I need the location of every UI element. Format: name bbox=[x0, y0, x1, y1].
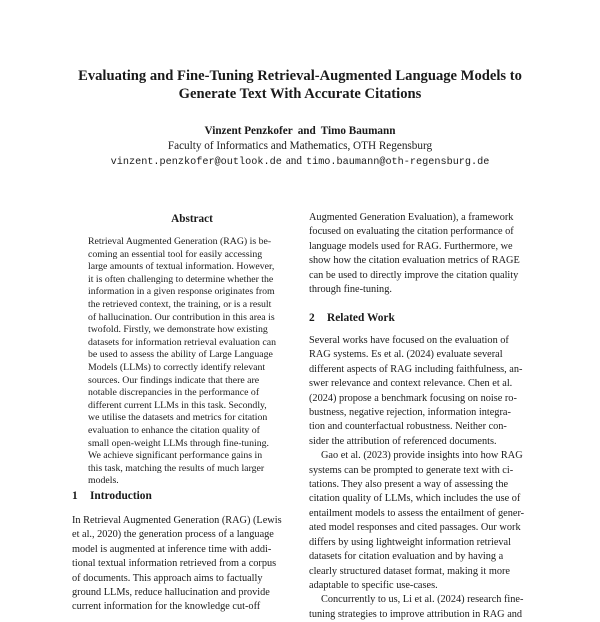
author-affiliation: Faculty of Informatics and Mathematics, OTH Regensburg bbox=[167, 140, 433, 152]
abstract-line: this task, matching the results of much larger bbox=[88, 462, 265, 474]
body-line: tional textual information retrieved from a corpus bbox=[72, 558, 277, 570]
author-names bbox=[60, 124, 540, 139]
body-line: Gao et al. (2023) provide insights into how RAG bbox=[321, 450, 523, 462]
abstract-line: evaluation to enhance the citation quality of bbox=[88, 424, 260, 436]
title-line: Generate Text With Accurate Citations bbox=[178, 86, 422, 102]
abstract-line: coming an essential tool for easily accessing bbox=[88, 248, 263, 260]
body-line: model is augmented at inference time with addi- bbox=[72, 543, 272, 555]
abstract-line: Models (LLMs) to correctly identify relevant bbox=[88, 361, 266, 373]
body-line: RAG systems. Es et al. (2024) evaluate several bbox=[309, 349, 503, 361]
abstract-body bbox=[88, 236, 296, 488]
abstract-heading: Abstract bbox=[171, 213, 213, 225]
body-line: swer relevance and context relevance. Chen et al. bbox=[309, 378, 513, 390]
abstract-line: information in a given response originates from bbox=[88, 286, 275, 298]
body-line: tuning strategies to improve attribution in RAG and bbox=[309, 608, 523, 620]
abstract-line: sources. Our findings indicate that there are bbox=[88, 374, 260, 386]
abstract-line: be used to assess the ability of Large Language bbox=[88, 349, 273, 361]
abstract-line: notable discrepancies in the performance of bbox=[88, 387, 260, 399]
introduction-heading bbox=[72, 489, 152, 503]
abstract-line: of hallucination. Our contribution in this area is bbox=[88, 311, 275, 323]
author-email: vinzent.penzkofer@outlook.de bbox=[110, 157, 282, 168]
section-title: Introduction bbox=[90, 490, 152, 502]
body-line: In Retrieval Augmented Generation (RAG) (Lewis bbox=[72, 515, 282, 526]
body-line: ated model responses and cited passages. Our work bbox=[309, 522, 521, 534]
body-line: different aspects of RAG including faithfulness, an- bbox=[309, 363, 523, 375]
abstract-line: We achieve significant performance gains in bbox=[88, 450, 263, 462]
related-work-body bbox=[309, 334, 544, 622]
abstract-line: twofold. Firstly, we demonstrate how existing bbox=[88, 324, 268, 336]
abstract-line: it is often challenging to determine whether the bbox=[88, 273, 274, 285]
email-conjunction: and bbox=[285, 155, 302, 167]
author-emails bbox=[60, 154, 540, 170]
body-line: (2024) propose a benchmark focusing on noise ro- bbox=[309, 392, 517, 404]
body-line: systems can be prompted to generate text with ci- bbox=[309, 464, 514, 476]
body-line: Augmented Generation Evaluation), a framework bbox=[309, 212, 514, 223]
title-line: Evaluating and Fine-Tuning Retrieval-Augmented Language Models to bbox=[78, 68, 522, 84]
related-work-heading bbox=[309, 311, 395, 325]
abstract-line: Retrieval Augmented Generation (RAG) is be- bbox=[88, 236, 272, 247]
body-line: of documents. This approach aims to factually bbox=[72, 572, 263, 584]
body-line: focused on evaluating the citation performance of bbox=[309, 226, 514, 238]
abstract-line: the retrieved context, the training, or is a result bbox=[88, 298, 272, 310]
abstract-line: different current LLMs in this task. Secondly, bbox=[88, 399, 267, 411]
body-line: language models used for RAG. Furthermore, we bbox=[309, 240, 513, 252]
author-block bbox=[60, 124, 540, 170]
body-line: bustness, negative rejection, information integra- bbox=[309, 407, 511, 419]
paper-title bbox=[60, 67, 540, 103]
body-line: adaptable to specific use-cases. bbox=[309, 579, 438, 591]
body-line: citation quality of LLMs, which includes the use of bbox=[309, 493, 521, 505]
body-line: tion and counterfactual robustness. Neither con- bbox=[309, 421, 507, 433]
body-line: show how the citation evaluation metrics of RAGE bbox=[309, 255, 520, 267]
body-line: through fine-tuning. bbox=[309, 284, 392, 296]
body-line: Several works have focused on the evaluation of bbox=[309, 335, 509, 346]
abstract-line: datasets for information retrieval evaluation can bbox=[88, 336, 276, 348]
body-line: tations. They also present a way of assessing the bbox=[309, 479, 509, 491]
body-line: sider the attribution of referenced documents. bbox=[309, 435, 497, 447]
introduction-continuation bbox=[309, 211, 544, 297]
body-line: can be used to directly improve the citation quality bbox=[309, 269, 519, 281]
section-number: 1 bbox=[72, 490, 78, 502]
abstract-line: large amounts of textual information. However, bbox=[88, 261, 275, 273]
author-name: Vinzent Penzkofer bbox=[204, 125, 293, 137]
abstract-line: we utilise the datasets and metrics for citation bbox=[88, 412, 268, 424]
body-line: ground LLMs, reduce hallucination and provide bbox=[72, 587, 270, 599]
body-line: et al., 2020) the generation process of a language bbox=[72, 529, 274, 541]
author-conjunction: and bbox=[297, 125, 316, 137]
body-line: datasets for citation evaluation and by having a bbox=[309, 551, 504, 563]
body-line: clearly structured dataset format, making it more bbox=[309, 565, 511, 577]
body-line: entailment models to assess the entailment of gener- bbox=[309, 507, 525, 519]
abstract-line: models. bbox=[88, 475, 119, 487]
section-number: 2 bbox=[309, 312, 315, 324]
section-title: Related Work bbox=[327, 312, 395, 324]
author-email: timo.baumann@oth-regensburg.de bbox=[305, 157, 490, 168]
body-line: current information for the knowledge cut-off bbox=[72, 601, 261, 613]
body-line: Concurrently to us, Li et al. (2024) research fine- bbox=[321, 594, 524, 606]
abstract-line: small open-weight LLMs through fine-tuning. bbox=[88, 437, 269, 449]
body-line: differs by using lightweight information retrieval bbox=[309, 536, 511, 548]
author-name: Timo Baumann bbox=[320, 125, 396, 137]
